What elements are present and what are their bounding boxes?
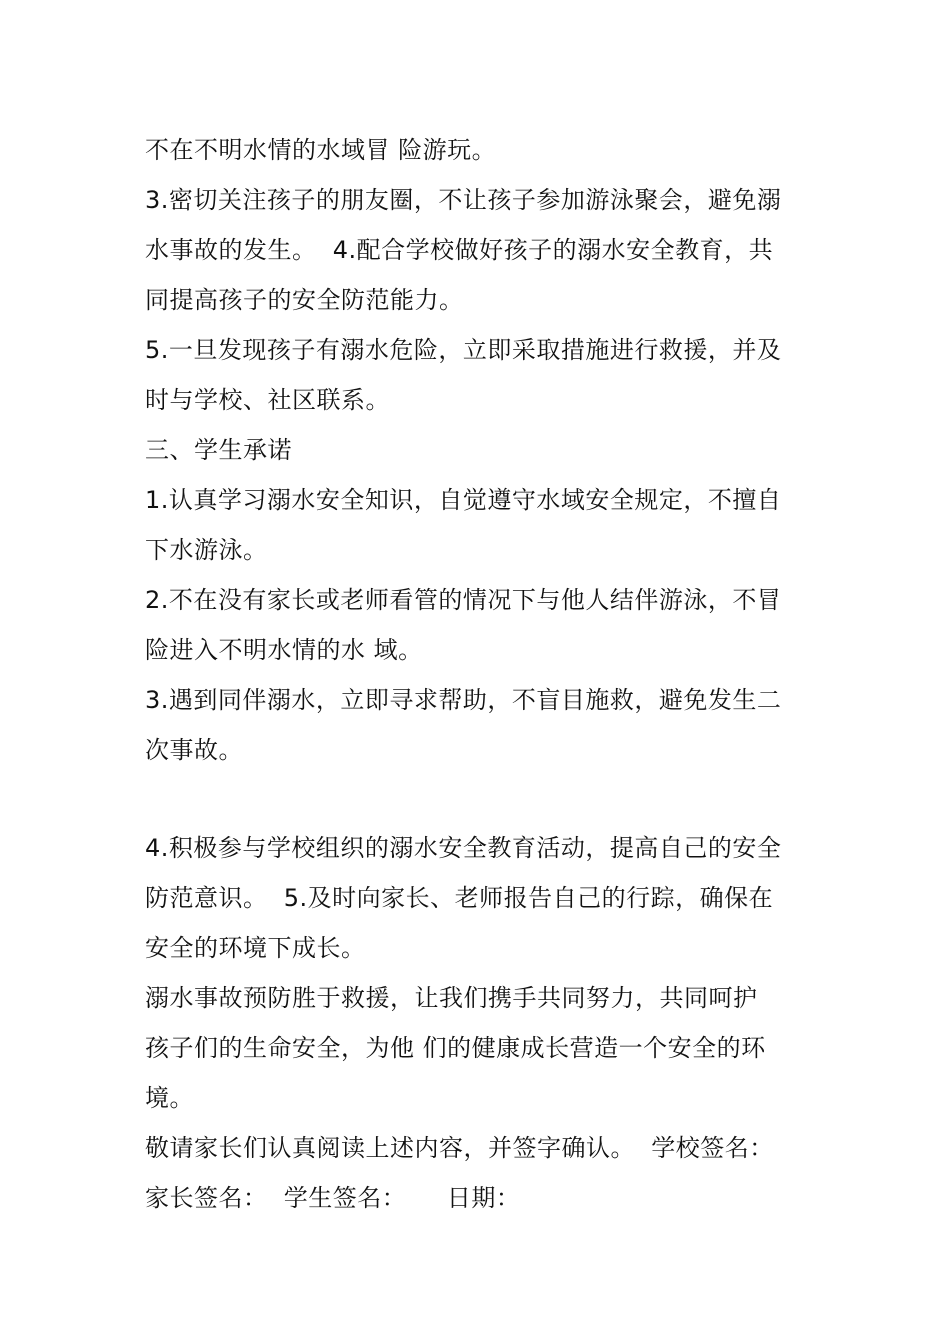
paragraph-line: 水事故的发生。 4.配合学校做好孩子的溺水安全教育，共 xyxy=(145,236,774,264)
signature-fields-line: 家长签名： 学生签名： 日期： xyxy=(145,1184,521,1212)
paragraph-line: 防范意识。 5.及时向家长、老师报告自己的行踪，确保在 xyxy=(145,884,774,912)
paragraph-line: 时与学校、社区联系。 xyxy=(145,386,390,414)
paragraph-line: 3.密切关注孩子的朋友圈，不让孩子参加游泳聚会，避免溺 xyxy=(145,186,782,214)
paragraph-line: 2.不在没有家长或老师看管的情况下与他人结伴游泳，不冒 xyxy=(145,586,782,614)
paragraph-line: 溺水事故预防胜于救援，让我们携手共同努力，共同呵护 xyxy=(145,984,758,1012)
paragraph-line: 次事故。 xyxy=(145,736,243,764)
paragraph-line: 4.积极参与学校组织的溺水安全教育活动，提高自己的安全 xyxy=(145,834,782,862)
paragraph-line: 3.遇到同伴溺水，立即寻求帮助，不盲目施救，避免发生二 xyxy=(145,686,782,714)
paragraph-line: 安全的环境下成长。 xyxy=(145,934,366,962)
paragraph-line: 孩子们的生命安全，为他 们的健康成长营造一个安全的环 xyxy=(145,1034,766,1062)
paragraph-line: 境。 xyxy=(145,1084,194,1112)
paragraph-line: 5.一旦发现孩子有溺水危险，立即采取措施进行救援，并及 xyxy=(145,336,782,364)
paragraph-line: 不在不明水情的水域冒 险游玩。 xyxy=(145,136,497,164)
paragraph-line: 同提高孩子的安全防范能力。 xyxy=(145,286,464,314)
paragraph-line: 下水游泳。 xyxy=(145,536,268,564)
signature-request-line: 敬请家长们认真阅读上述内容，并签字确认。 学校签名： xyxy=(145,1134,774,1162)
paragraph-line: 险进入不明水情的水 域。 xyxy=(145,636,423,664)
paragraph-line: 1.认真学习溺水安全知识，自觉遵守水域安全规定，不擅自 xyxy=(145,486,782,514)
section-heading: 三、学生承诺 xyxy=(145,436,292,464)
